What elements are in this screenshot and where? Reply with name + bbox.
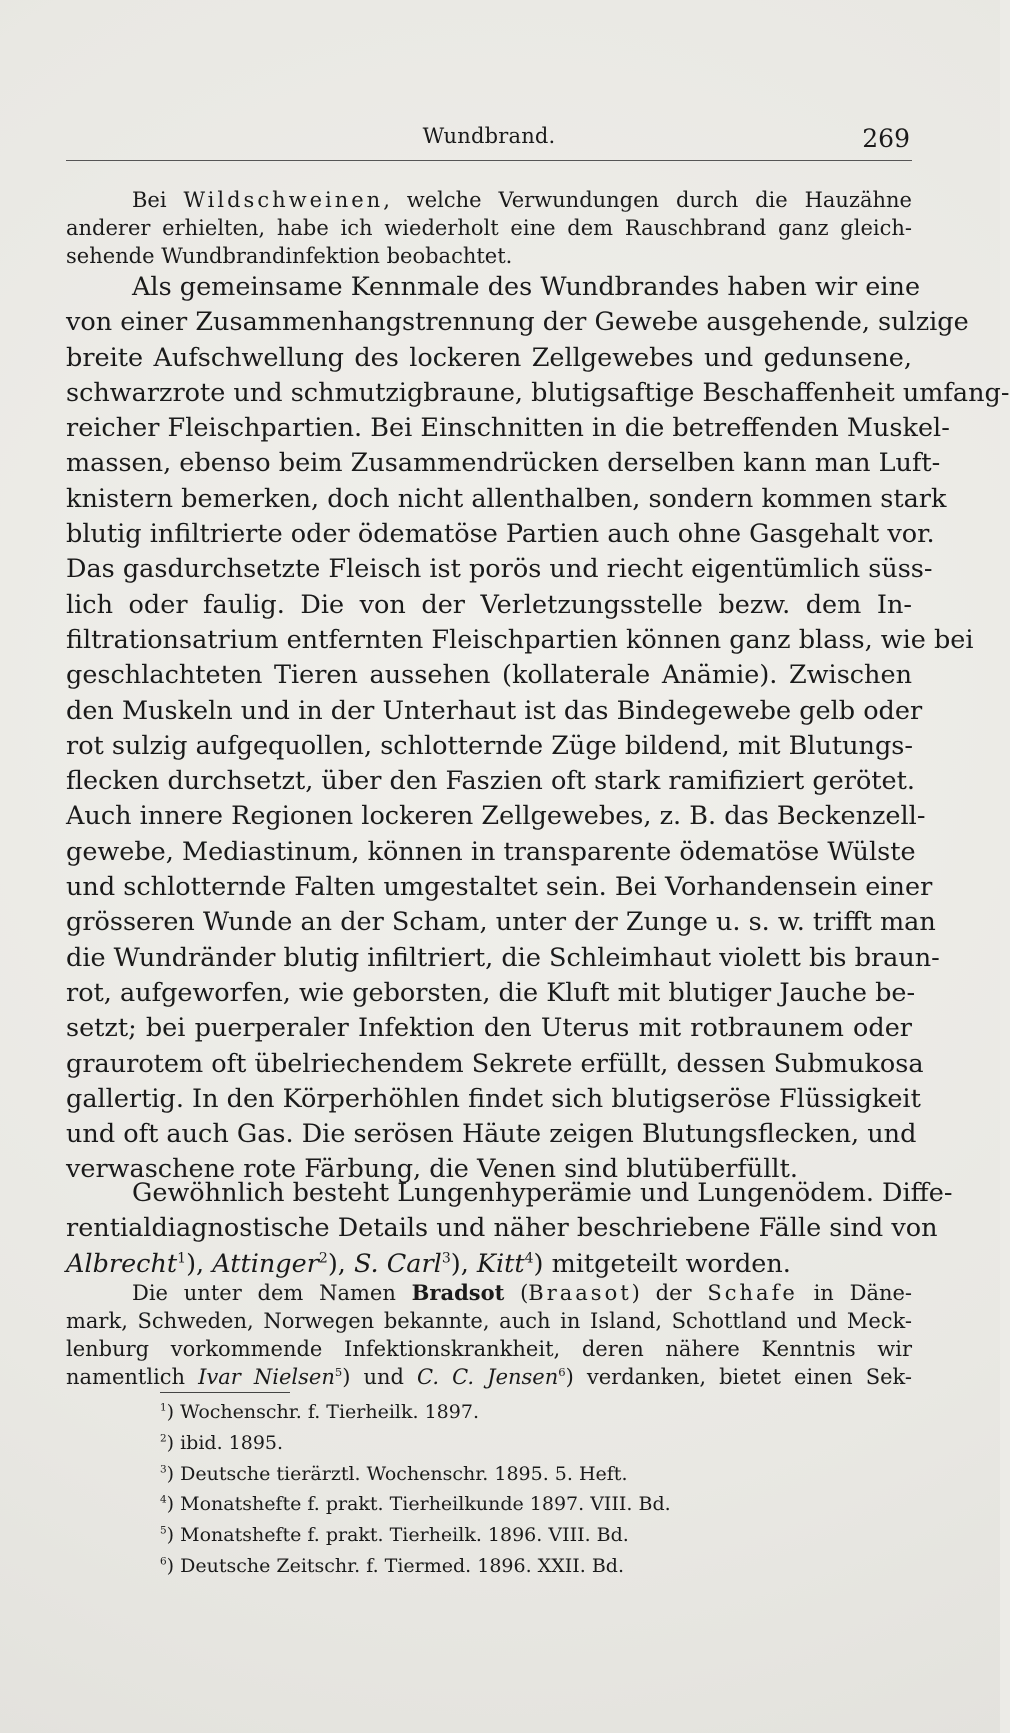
footnote-text: ) Monatshefte f. prakt. Tierheilkunde 1897. VIII. Bd. (166, 1493, 671, 1516)
footnote-mark: 4 (160, 1494, 167, 1507)
footnote-ref: 2 (318, 1250, 328, 1267)
text-line: die Wundränder blutig infiltriert, die Schleimhaut violett bis braun- (66, 942, 940, 973)
header-rule (66, 160, 912, 161)
footnote-ref: 1 (177, 1250, 187, 1267)
spaced-term: Wildschweinen (183, 188, 384, 212)
text-line: Auch innere Regionen lockeren Zellgewebes, z. B. das Beckenzell- (66, 801, 926, 832)
footnote (160, 1428, 860, 1459)
text-run: ) der (631, 1281, 708, 1305)
text-run: in Däne- (797, 1281, 913, 1305)
text-line (66, 1363, 912, 1391)
text-run: ) und (342, 1365, 418, 1389)
text-line: reicher Fleischpartien. Bei Einschnitten in die betreffenden Muskel- (66, 413, 950, 444)
text-line: lich oder faulig. Die von der Verletzungsstelle bezw. dem In- (66, 589, 912, 620)
text-line: gallertig. In den Körperhöhlen findet sich blutigseröse Flüssigkeit (66, 1083, 921, 1114)
text-line: Gewöhnlich besteht Lungenhyperämie und Lungenödem. Diffe- (132, 1178, 953, 1208)
spaced-term: Braasot (528, 1281, 632, 1305)
author-name: Albrecht (66, 1248, 178, 1279)
text-line: rot sulzig aufgequollen, schlotternde Züge bildend, mit Blutungs- (66, 730, 914, 761)
paragraph-kennmale (66, 270, 1010, 1188)
text-line: breite Aufschwellung des lockeren Zellgewebes und gedunsene, (66, 342, 912, 373)
text-line: Als gemeinsame Kennmale des Wundbrandes haben wir eine (132, 272, 921, 302)
text-line: massen, ebenso beim Zusammendrücken derselben kann man Luft- (66, 448, 941, 479)
footnote-mark: 5 (160, 1524, 167, 1537)
page-number: 269 (862, 124, 910, 153)
author-name: Attinger (212, 1248, 319, 1279)
text-line: blutig infiltrierte oder ödematöse Partien auch ohne Gasgehalt vor. (66, 519, 935, 550)
footnote-text: ) Monatshefte f. prakt. Tierheilk. 1896. VIII. Bd. (166, 1524, 629, 1547)
text-line: gewebe, Mediastinum, können in transparente ödematöse Wülste (66, 836, 916, 867)
text-line (66, 1247, 912, 1282)
footnote-text: ) Deutsche Zeitschr. f. Tiermed. 1896. XXII. Bd. (166, 1554, 624, 1577)
author-name: S. Carl (353, 1248, 442, 1279)
bold-term: Bradsot (411, 1280, 505, 1305)
text-line: grösseren Wunde an der Scham, unter der Zunge u. s. w. trifft man (66, 907, 936, 938)
paragraph-wildschweine (66, 186, 912, 270)
text-line: schwarzrote und schmutzigbraune, blutigsaftige Beschaffenheit umfang- (66, 377, 1010, 408)
footnote-ref: 4 (524, 1250, 534, 1267)
text-run: ), (186, 1248, 213, 1279)
text-run: ), (327, 1248, 354, 1279)
footnote (160, 1520, 860, 1551)
text-line: rentialdiagnostische Details und näher beschriebene Fälle sind von (66, 1213, 938, 1244)
text-line: rot, aufgeworfen, wie geborsten, die Kluft mit blutiger Jauche be- (66, 977, 916, 1008)
text-run: Bei (132, 188, 184, 212)
text-run: ) verdanken, bietet einen Sek- (565, 1365, 912, 1389)
text-line: geschlachteten Tieren aussehen (kollaterale Anämie). Zwischen (66, 660, 912, 691)
text-line: lenburg vorkommende Infektionskrankheit, deren nähere Kenntnis wir (66, 1337, 912, 1361)
text-run: ( (504, 1281, 529, 1305)
text-line: mark, Schweden, Norwegen bekannte, auch in Island, Schottland und Meck- (66, 1309, 912, 1333)
text-line: und schlotternde Falten umgestaltet sein. Bei Vorhandensein einer (66, 872, 933, 903)
text-line: sehende Wundbrandinfektion beobachtet. (66, 244, 513, 268)
footnote-ref: 5 (334, 1365, 343, 1379)
text-run: ), (450, 1248, 477, 1279)
footnote-text: ) ibid. 1895. (166, 1431, 284, 1454)
footnote-mark: 6 (160, 1555, 167, 1568)
text-line: Das gasdurchsetzte Fleisch ist porös und riecht eigentümlich süss- (66, 554, 933, 585)
text-line: graurotem oft übelriechendem Sekrete erfüllt, dessen Submukosa (66, 1048, 924, 1079)
page-header (66, 124, 912, 158)
text-line: knistern bemerken, doch nicht allenthalben, sondern kommen stark (66, 483, 947, 514)
footnote (160, 1397, 860, 1428)
text-line: und oft auch Gas. Die serösen Häute zeigen Blutungsflecken, und (66, 1119, 917, 1150)
footnote (160, 1489, 860, 1520)
author-name: Kitt (476, 1248, 525, 1279)
footnote-text: ) Wochenschr. f. Tierheilk. 1897. (166, 1401, 479, 1423)
text-line: setzt; bei puerperaler Infektion den Uterus mit rotbraunem oder (66, 1013, 912, 1044)
footnote-mark: 3 (160, 1463, 167, 1476)
text-line: von einer Zusammenhangstrennung der Gewebe ausgehende, sulzige (66, 307, 969, 338)
text-line (66, 1279, 912, 1307)
author-name: Ivar Nielsen (198, 1365, 335, 1389)
text-run: namentlich (66, 1365, 199, 1389)
text-run: ) mitgeteilt worden. (533, 1248, 791, 1279)
author-name: C. C. Jensen (417, 1365, 559, 1389)
footnote (160, 1551, 860, 1582)
footnote-mark: 2 (160, 1432, 167, 1445)
footnote (160, 1459, 860, 1490)
text-line: filtrationsatrium entfernten Fleischpartien können ganz blass, wie bei (66, 624, 974, 655)
paragraph-bradsot (66, 1279, 912, 1391)
footnote-ref: 3 (441, 1250, 451, 1267)
text-line: verwaschene rote Färbung, die Venen sind blutüberfüllt. (66, 1154, 798, 1185)
text-line: anderer erhielten, habe ich wiederholt eine dem Rauschbrand ganz gleich- (66, 216, 912, 240)
text-run: Die unter dem Namen (132, 1281, 412, 1305)
text-line: flecken durchsetzt, über den Faszien oft stark ramifiziert gerötet. (66, 766, 915, 797)
footnote-text: ) Deutsche tierärztl. Wochenschr. 1895. 5. Heft. (166, 1462, 628, 1485)
text-run: , welche Verwundungen durch die Hauzähne (383, 188, 912, 212)
footnote-rule (160, 1392, 290, 1393)
running-title: Wundbrand. (422, 124, 556, 148)
footnotes (160, 1397, 860, 1582)
footnote-mark: 1 (160, 1401, 167, 1414)
paragraph-lungen (66, 1176, 953, 1282)
text-line: den Muskeln und in der Unterhaut ist das Bindegewebe gelb oder (66, 695, 923, 726)
footnote-ref: 6 (558, 1365, 566, 1379)
spaced-term: Schafe (707, 1281, 798, 1305)
text-line (66, 186, 912, 214)
